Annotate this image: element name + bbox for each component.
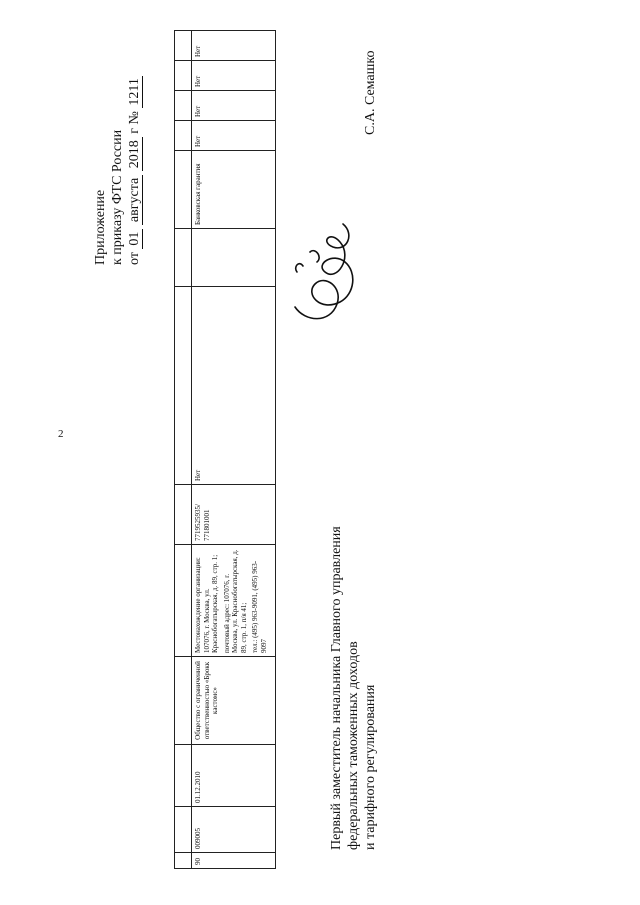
address-cell [192,545,276,657]
reg-number: 009005 [192,807,276,853]
appendix-order-date [126,76,143,265]
registry-table [174,30,276,869]
number-sign: № [127,111,142,125]
signer-name: С.А. Семашко [363,50,378,135]
table-header-cell [175,229,192,287]
col-7 [192,229,276,287]
table-header-cell [175,745,192,807]
col-10: Нет [192,91,276,121]
row-index: 90 [192,853,276,869]
registry-table-container [174,31,276,869]
table-header-cell [175,31,192,61]
col-9: Нет [192,121,276,151]
postal-address: почтовый адрес: 107076, г. Москва, ул. Краснобогатырская, д. 89, стр. 1, п/я 41; [222,549,248,653]
col-11: Нет [192,61,276,91]
signatory-line-3: и тарифного регулирования [363,684,378,850]
table-header-cell [175,287,192,485]
guarantee-type: Банковская гарантия [192,151,276,229]
signatory-title [328,526,379,850]
registration-date: 01.12.2010 [192,745,276,807]
organization-name: Общество с ограниченной ответственностью «Брокк кастомс» [192,657,276,745]
kpp: 771801001 [202,509,211,541]
table-header-cell [175,151,192,229]
col-6: Нет [192,287,276,485]
order-year: 2018 [127,137,143,171]
appendix-title: Приложение [93,189,108,265]
order-number: 1211 [127,78,142,106]
table-row [192,31,276,869]
appendix-order-ref: к приказу ФТС России [110,129,125,265]
table-header-cell [175,853,192,869]
table-header-row [175,31,192,869]
page-number: 2 [58,428,64,440]
table-header-cell [175,61,192,91]
col-12: Нет [192,31,276,61]
phone-numbers: тел.: (495) 963-9091, (495) 963-9097 [251,560,268,653]
inn: 7719525935/ [194,504,202,541]
table-header-cell [175,121,192,151]
table-header-cell [175,91,192,121]
date-prefix: от [127,252,142,265]
signatory-line-1: Первый заместитель начальника Главного управления [329,526,344,850]
signatory-line-2: федеральных таможенных доходов [346,641,361,850]
inn-kpp-cell [192,485,276,545]
table-header-cell [175,807,192,853]
table-header-cell [175,485,192,545]
year-suffix: г [127,128,142,134]
order-month: августа [127,175,143,225]
order-day: 01 [127,229,143,249]
table-header-cell [175,545,192,657]
appendix-header [92,76,143,265]
legal-address: Местонахождение организации: 107076, г. Москва, ул. Краснобогатырская, д. 89, стр. 1; [194,554,219,653]
table-header-cell [175,657,192,745]
handwritten-signature [285,212,365,332]
